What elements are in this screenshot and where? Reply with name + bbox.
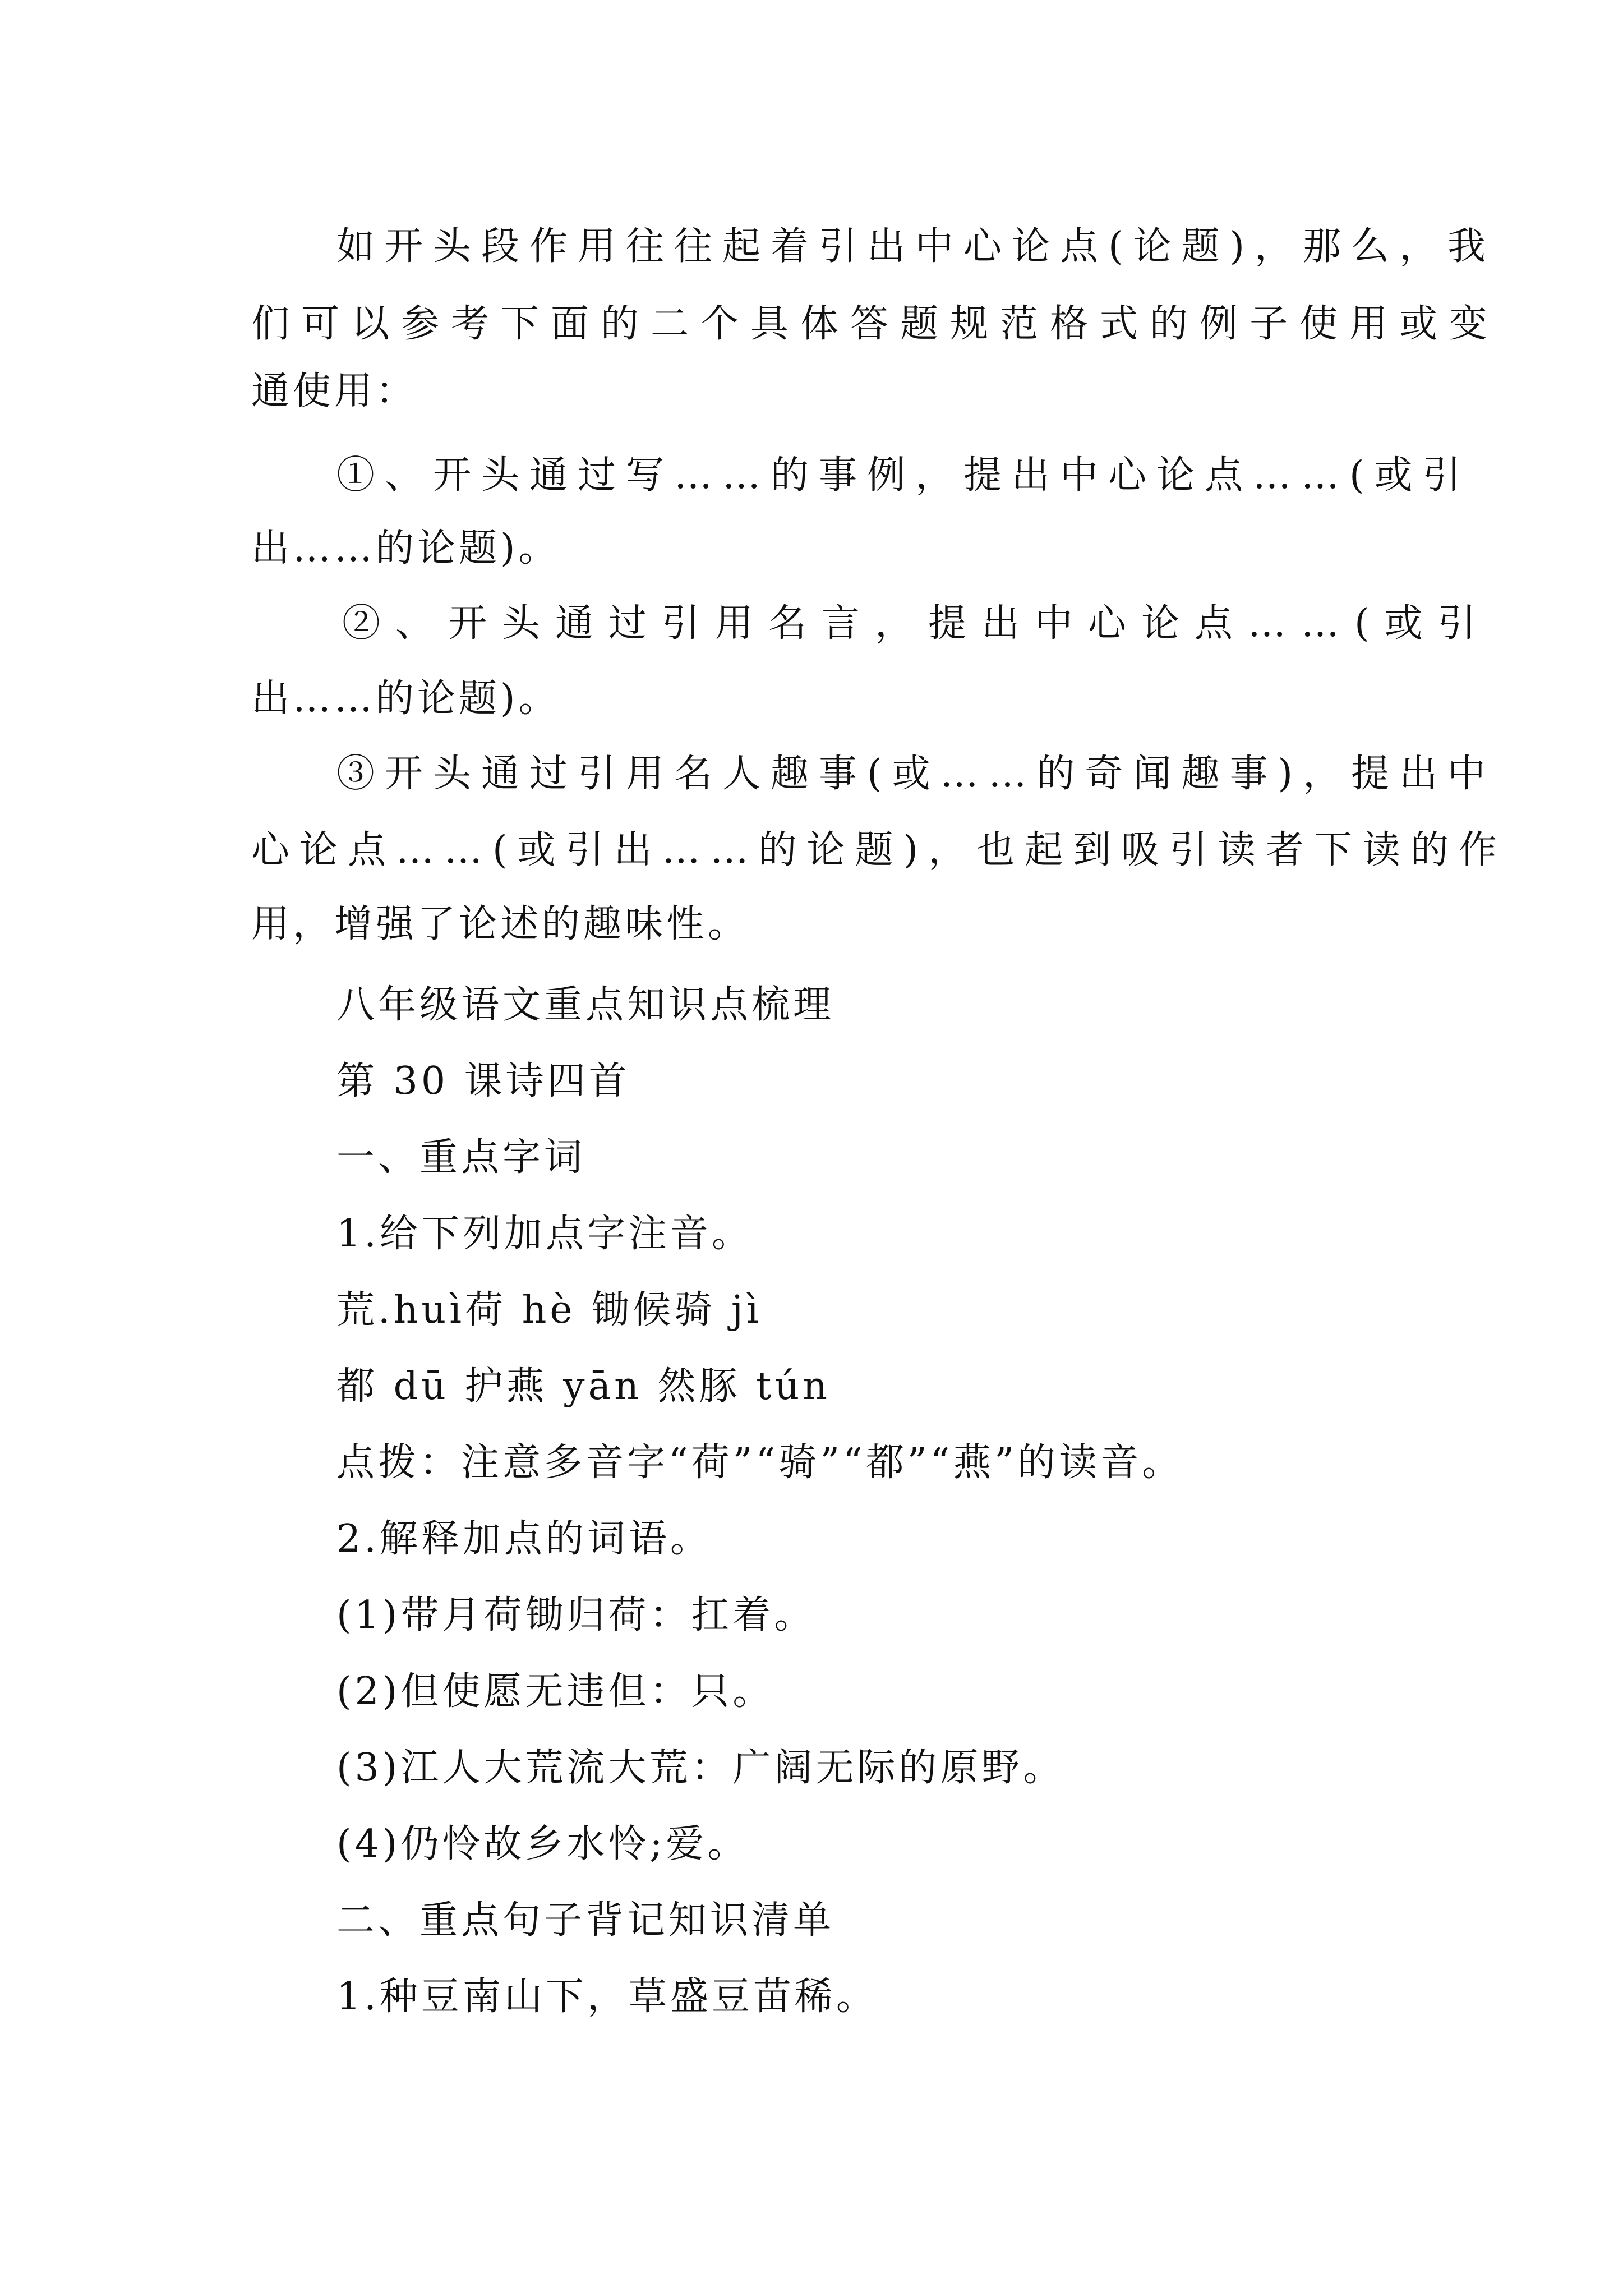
list-item: (1)带月荷锄归荷：扛着。 xyxy=(336,1593,816,1637)
pinyin-line-2: 都 dū 护燕 yān 然豚 tún xyxy=(336,1364,831,1409)
question-1: 1.给下列加点字注音。 xyxy=(336,1212,753,1256)
question-2: 2.解释加点的词语。 xyxy=(336,1517,712,1561)
paragraph-line: 如开头段作用往往起着引出中心论点(论题)，那么，我 xyxy=(336,224,1496,269)
pinyin-line-1: 荒.huì荷 hè 锄候骑 jì xyxy=(336,1288,762,1332)
paragraph-line: ①、开头通过写……的事例，提出中心论点……(或引 xyxy=(336,453,1471,498)
part1-heading: 一、重点字词 xyxy=(336,1135,586,1180)
tip-line: 点拨：注意多音字“荷”“骑”“都”“燕”的读音。 xyxy=(336,1441,1184,1485)
list-item: (2)但使愿无违但：只。 xyxy=(336,1669,774,1714)
list-item: (3)江人大荒流大荒：广阔无际的原野。 xyxy=(336,1746,1065,1790)
paragraph-line: 用，增强了论述的趣味性。 xyxy=(251,902,750,946)
paragraph-line: 们可以参考下面的二个具体答题规范格式的例子使用或变 xyxy=(251,302,1500,346)
paragraph-line: 心论点……(或引出……的论题)，也起到吸引读者下读的作 xyxy=(251,828,1507,872)
list-item: (4)仍怜故乡水怜;爱。 xyxy=(336,1822,749,1866)
part2-heading: 二、重点句子背记知识清单 xyxy=(336,1898,835,1943)
lesson-title: 第 30 课诗四首 xyxy=(336,1059,630,1103)
paragraph-line: 出……的论题)。 xyxy=(251,677,560,721)
section-title: 八年级语文重点知识点梳理 xyxy=(336,983,835,1027)
sentence-1: 1.种豆南山下，草盛豆苗稀。 xyxy=(336,1975,878,2019)
paragraph-line: 出……的论题)。 xyxy=(251,526,560,570)
paragraph-line: 通使用： xyxy=(251,369,418,413)
paragraph-line: ②、开头通过引用名言，提出中心论点……(或引 xyxy=(342,601,1491,646)
paragraph-line: ③开头通过引用名人趣事(或……的奇闻趣事)，提出中 xyxy=(336,752,1496,796)
